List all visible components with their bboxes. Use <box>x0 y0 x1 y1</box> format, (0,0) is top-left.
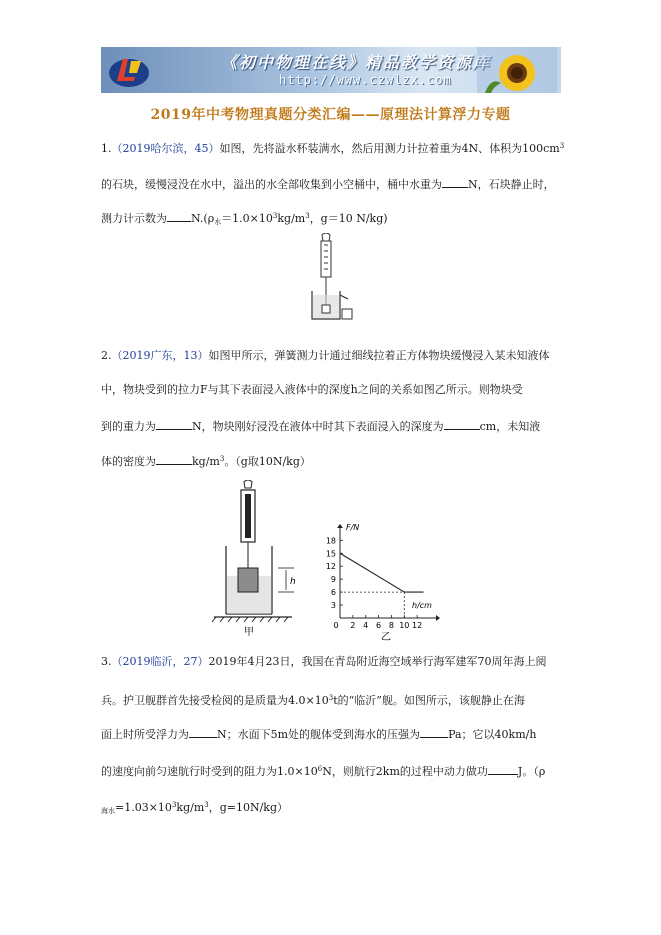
y-tick-label: 18 <box>325 536 336 546</box>
y-tick-label: 15 <box>325 549 336 559</box>
q3-blank-1[interactable] <box>189 726 217 738</box>
q2-figure-a <box>208 480 308 638</box>
banner-title: 《初中物理在线》精品教学资源库 <box>221 53 492 72</box>
x-tick-label: 0 <box>333 621 339 630</box>
q3-source: （2019临沂，27） <box>111 655 209 668</box>
q3-number: 3. <box>101 655 112 668</box>
x-tick-label: 6 <box>376 621 382 630</box>
x-tick-label: 10 <box>399 621 410 630</box>
q2-blank-3[interactable] <box>156 453 192 465</box>
q2-line-1: 2.（2019广东，13）如图甲所示，弹簧测力计通过细线拉着正方体物块缓慢浸入某未知液体 <box>101 349 550 362</box>
x-axis-label: h/cm <box>412 601 432 610</box>
q2-line-3: 到的重力为 N，物块刚好浸没在液体中时其下表面浸入的深度为 cm，未知液 <box>101 420 541 433</box>
x-tick-label: 2 <box>350 621 356 630</box>
y-tick-label: 12 <box>325 562 336 572</box>
site-logo-icon <box>107 51 151 89</box>
q2-number: 2. <box>101 349 112 362</box>
q3-line-4: 的速度向前匀速航行时受到的阻力为$1.0\times 10^6N$，则航行2km的过程中动力做功 J。（ρ <box>101 765 546 778</box>
q2-chart <box>316 518 446 642</box>
sunflower-icon <box>477 47 557 93</box>
x-tick-label: 4 <box>363 621 369 630</box>
q1-blank-1[interactable] <box>442 176 468 188</box>
q2-blank-2[interactable] <box>444 418 480 430</box>
x-tick-label: 8 <box>388 621 394 630</box>
h-label: h <box>290 577 296 587</box>
page-title: 2019年中考物理真题分类汇编——原理法计算浮力专题 <box>150 107 511 123</box>
q1-line-3: 测力计示数为 $N.(\rho_水=1.0\times 10^3kg/m^3$，g＝10 N/kg) <box>101 212 388 226</box>
q1-source: （2019哈尔滨，45） <box>111 142 220 155</box>
q1-number: 1. <box>101 142 112 155</box>
y-axis-label: F/N <box>346 523 360 532</box>
q2-line-2: 中，物块受到的拉力F与其下表面浸入液体中的深度h之间的关系如图乙所示。则物块受 <box>101 383 523 396</box>
q1-line-1: 1.（2019哈尔滨，45）如图，先将溢水杯装满水，然后用测力计拉着重为4N、体积为$100cm^3$ <box>101 142 565 155</box>
figure-b-label: 乙 <box>381 632 391 642</box>
banner-url: http://www.czwlzx.com <box>279 73 452 87</box>
q1-blank-2[interactable] <box>167 210 191 222</box>
y-tick-label: 6 <box>330 588 336 598</box>
figure-a-label: 甲 <box>244 627 254 638</box>
series-line <box>340 553 424 592</box>
q3-blank-3[interactable] <box>488 763 518 775</box>
q3-blank-2[interactable] <box>420 726 448 738</box>
q3-line-1: 3.（2019临沂，27）2019年4月23日，我国在青岛附近海空域举行海军建军70周年海上阅 <box>101 655 547 668</box>
y-tick-label: 3 <box>330 601 336 611</box>
q2-line-4: 体的密度为 $kg/m^3$。（g取10N/kg） <box>101 455 311 468</box>
y-axis-arrow-icon <box>337 524 343 528</box>
q3-line-5: $_{海水}=1.03\times 10^3kg/m^3$，g=10N/kg） <box>101 801 289 815</box>
x-tick-label: 12 <box>412 621 423 630</box>
x-axis-arrow-icon <box>436 615 440 621</box>
q2-blank-1[interactable] <box>156 418 192 430</box>
q2-source: （2019广东，13） <box>111 349 209 362</box>
q3-line-3: 面上时所受浮力为 N；水面下5m处的舰体受到海水的压强为 Pa；它以40km/h <box>101 728 537 741</box>
q1-line-2: 的石块，缓慢浸没在水中，溢出的水全部收集到小空桶中，桶中水重为 N，石块静止时， <box>101 178 555 191</box>
header-banner <box>101 47 561 93</box>
y-tick-label: 9 <box>330 575 336 585</box>
q3-line-2: 兵。护卫舰群首先接受检阅的是质量为$4.0\times 10^3t$的“临沂”舰。如图所示，该舰静止在海 <box>101 694 525 707</box>
q1-figure-overflow-cup <box>302 233 354 329</box>
